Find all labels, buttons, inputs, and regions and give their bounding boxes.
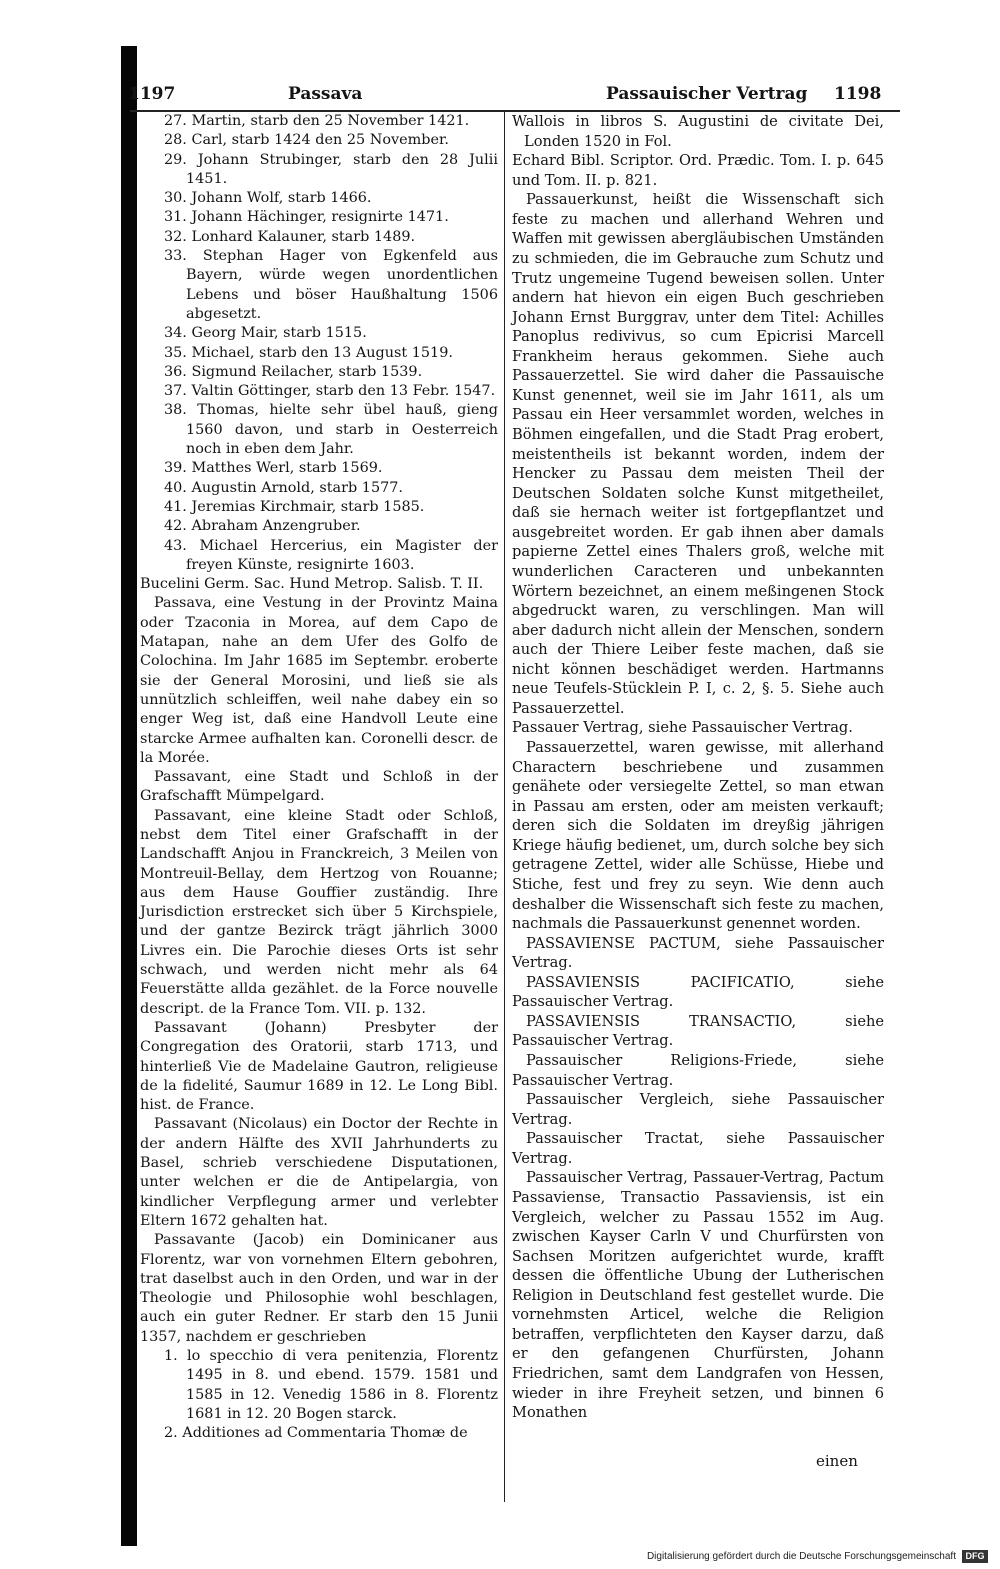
left-column-entry: 33. Stephan Hager von Egkenfeld aus Bayern, würde wegen unordentlichen Lebens und böser Haußhaltung 1506 abgesetzt. xyxy=(164,248,498,322)
right-column xyxy=(512,112,884,1423)
left-column-entry: 29. Johann Strubinger, starb den 28 Julii 1451. xyxy=(164,151,498,187)
right-column-entry: Passauer Vertrag, siehe Passauischer Vertrag. xyxy=(512,719,853,737)
page-number-left: 1197 xyxy=(128,84,176,104)
right-column-entry: Wallois in libros S. Augustini de civitate Dei, Londen 1520 in Fol. xyxy=(512,113,884,150)
right-column-entry: Passauerzettel, waren gewisse, mit allerhand Charactern beschriebene und zusammen genähete oder versiegelte Zettel, so man etwan in Passau am ersten, oder am meisten verkauft; deren sich die Soldaten im dreyßig jährigen Kriege häufig bedienet, um, durch solche bey sich getragene Zettel, wider alle Schüsse, Hiebe und Stiche, fest und frey zu seyn. Wie denn auch deshalber die Wissenschaft sich feste zu machen, nachmals die Passauerkunst genennet worden. xyxy=(512,739,884,933)
left-column-entry: 43. Michael Hercerius, ein Magister der freyen Künste, resignirte 1603. xyxy=(164,537,498,573)
left-column-entry: Passavant, eine kleine Stadt oder Schloß, nebst dem Titel einer Grafschafft in der Landschafft Anjou in Franckreich, 3 Meilen von Montreuil-Bellay, dem Hertzog von Rouanne; aus dem Hause Gouffier zuständig. Ihre Jurisdiction erstrecket sich über 5 Kirchspiele, und der gantze Bezirck trägt jährlich 3000 Livres ein. Die Parochie dieses Orts ist sehr schwach, und werden nicht mehr als 64 Feuerstätte allda gezählet. de la Force nouvelle descript. de la France Tom. VII. p. 132. xyxy=(140,807,498,1017)
left-column-entry: Passavant (Johann) Presbyter der Congregation des Oratorii, starb 1713, und hinterließ Vie de Madelaine Gautron, religieuse de la fidelité, Saumur 1689 in 12. Le Long Bibl. hist. de France. xyxy=(140,1019,498,1114)
right-column-entry: Passauerkunst, heißt die Wissenschaft sich feste zu machen und allerhand Wehren und Waffen mit gewissen abergläubischen Umständen zu schmieden, die im Gebrauche zum Schutz und Trutz ungemeine Tugend beweisen sollen. Unter andern hat hievon ein eigen Buch geschrieben Johann Ernst Burggrav, unter dem Titel: Achilles Panoplus redivivus, so cum Epicrisi Marcell Frankheim heraus gekommen. Siehe auch Passauerzettel. Sie wird daher die Passauische Kunst genennet, weil sie im Jahr 1611, als um Passau ein Heer versammlet worden, welches in Böhmen eingefallen, und die Stadt Prag erobert, meistentheils ist bekannt worden, indem der Hencker zu Passau dem meisten Theil der Deutschen Soldaten solche Kunst mitgetheilet, daß sie hernach weiter ist fortgepflantzet und ausgebreitet worden. Er gab ihnen aber damals papierne Zettel eines Thalers groß, welche mit wunderlichen Caracteren und unbekannten Wörtern bezeichnet, an einem meßingenen Stock abgedruckt waren, zu verschlingen. Man will aber dadurch nicht allein der Menschen, sondern auch der Thiere Leiber feste machen, daß sie nicht können beschädiget werden. Hartmanns neue Teufels-Stücklein P. I, c. 2, §. 5. Siehe auch Passauerzettel. xyxy=(512,191,884,717)
dfg-logo: DFG xyxy=(962,1550,988,1563)
right-column-entry: Passauischer Tractat, siehe Passauischer Vertrag. xyxy=(512,1130,884,1167)
left-column-entry: 35. Michael, starb den 13 August 1519. xyxy=(164,344,453,361)
digitization-credit: Digitalisierung gefördert durch die Deutsche Forschungsgemeinschaft xyxy=(646,1551,956,1562)
page-number-right: 1198 xyxy=(834,84,882,104)
left-column-entry: 36. Sigmund Reilacher, starb 1539. xyxy=(164,363,423,380)
left-column xyxy=(140,112,498,1443)
left-column-entry: 34. Georg Mair, starb 1515. xyxy=(164,325,367,342)
right-column-entry: Echard Bibl. Scriptor. Ord. Prædic. Tom. I. p. 645 und Tom. II. p. 821. xyxy=(512,152,884,189)
right-column-entry: Passauischer Religions-Friede, siehe Passauischer Vertrag. xyxy=(512,1052,884,1089)
left-column-entry: 30. Johann Wolf, starb 1466. xyxy=(164,190,372,207)
left-column-entry: 27. Martin, starb den 25 November 1421. xyxy=(164,113,470,129)
left-column-entry: 28. Carl, starb 1424 den 25 November. xyxy=(164,132,449,149)
left-column-entry: 38. Thomas, hielte sehr übel hauß, gieng 1560 davon, und starb in Oesterreich noch in eben dem Jahr. xyxy=(164,402,498,458)
left-column-entry: 1. lo specchio di vera penitenzia, Florentz 1495 in 8. und ebend. 1579. 1581 und 1585 in 12. Venedig 1586 in 8. Florentz 1681 in 12. 20 Bogen starck. xyxy=(164,1348,498,1422)
left-column-entry: Passava, eine Vestung in der Provintz Maina oder Tzaconia in Morea, auf dem Capo de Matapan, nahe an dem Ufer des Golfo de Colochina. Im Jahr 1685 im Septembr. eroberte sie der General Morosini, und ließ sie als unnützlich schleiffen, weil nahe dabey ein so enger Weg ist, daß eine Handvoll Leute eine starcke Armee aufhalten kan. Coronelli descr. de la Morée. xyxy=(140,595,498,766)
running-title-right: Passauischer Vertrag xyxy=(606,84,808,104)
left-column-entry: 2. Additiones ad Commentaria Thomæ de xyxy=(164,1425,468,1442)
scan-edge-bar xyxy=(121,46,137,1546)
running-title-left: Passava xyxy=(288,84,363,104)
left-column-entry: Passavant, eine Stadt und Schloß in der Grafschafft Mümpelgard. xyxy=(140,769,498,805)
left-column-entry: 32. Lonhard Kalauner, starb 1489. xyxy=(164,228,416,245)
right-column-entry: PASSAVIENSE PACTUM, siehe Passauischer Vertrag. xyxy=(512,934,884,972)
catchword: einen xyxy=(816,1452,858,1470)
left-column-entry: Bucelini Germ. Sac. Hund Metrop. Salisb. T. II. xyxy=(140,576,484,593)
right-column-entry: PASSAVIENSIS TRANSACTIO, siehe Passauischer Vertrag. xyxy=(512,1012,884,1050)
right-column-entry: Passauischer Vergleich, siehe Passauischer Vertrag. xyxy=(512,1091,884,1128)
left-column-entry: 40. Augustin Arnold, starb 1577. xyxy=(164,479,403,496)
left-column-entry: Passavante (Jacob) ein Dominicaner aus Florentz, war von vornehmen Eltern gebohren, trat daselbst auch in den Orden, und war in der Theologie und Philosophie wohl beschlagen, auch ein guter Redner. Er starb den 15 Junii 1357, nachdem er geschrieben xyxy=(140,1232,498,1345)
left-column-entry: 37. Valtin Göttinger, starb den 13 Febr. 1547. xyxy=(164,383,496,400)
column-divider xyxy=(504,112,505,1502)
running-header xyxy=(128,84,900,112)
left-column-entry: Passavant (Nicolaus) ein Doctor der Rechte in der andern Hälfte des XVII Jahrhunderts zu Basel, schrieb verschiedene Disputationen, unter welchen er die de Antipelargia, von kindlicher Verpflegung armer und verlebter Eltern 1672 gehalten hat. xyxy=(140,1116,498,1229)
left-column-entry: 42. Abraham Anzengruber. xyxy=(164,518,361,535)
left-column-entry: 41. Jeremias Kirchmair, starb 1585. xyxy=(164,498,425,515)
right-column-entry: Passauischer Vertrag, Passauer-Vertrag, Pactum Passaviense, Transactio Passaviensis, ist ein Vergleich, welcher zu Passau 1552 im Aug. zwischen Kayser Carln V und Churfürsten von Sachsen Moritzen aufgerichtet wurde, krafft dessen die öffentliche Ubung der Lutherischen Religion in Deutschland fest gestellet wurde. Die vornehmsten Articel, welche die Religion betraffen, verpflichteten den Kayser darzu, daß er den gefangenen Churfürsten, Johann Friedrichen, samt dem Landgrafen von Hessen, wieder in ihre Freyheit setzen, und binnen 6 Monathen xyxy=(512,1169,884,1422)
book-page xyxy=(128,56,900,1496)
left-column-entry: 39. Matthes Werl, starb 1569. xyxy=(164,460,383,477)
left-column-entry: 31. Johann Hächinger, resignirte 1471. xyxy=(164,209,449,226)
right-column-entry: PASSAVIENSIS PACIFICATIO, siehe Passauischer Vertrag. xyxy=(512,973,884,1011)
